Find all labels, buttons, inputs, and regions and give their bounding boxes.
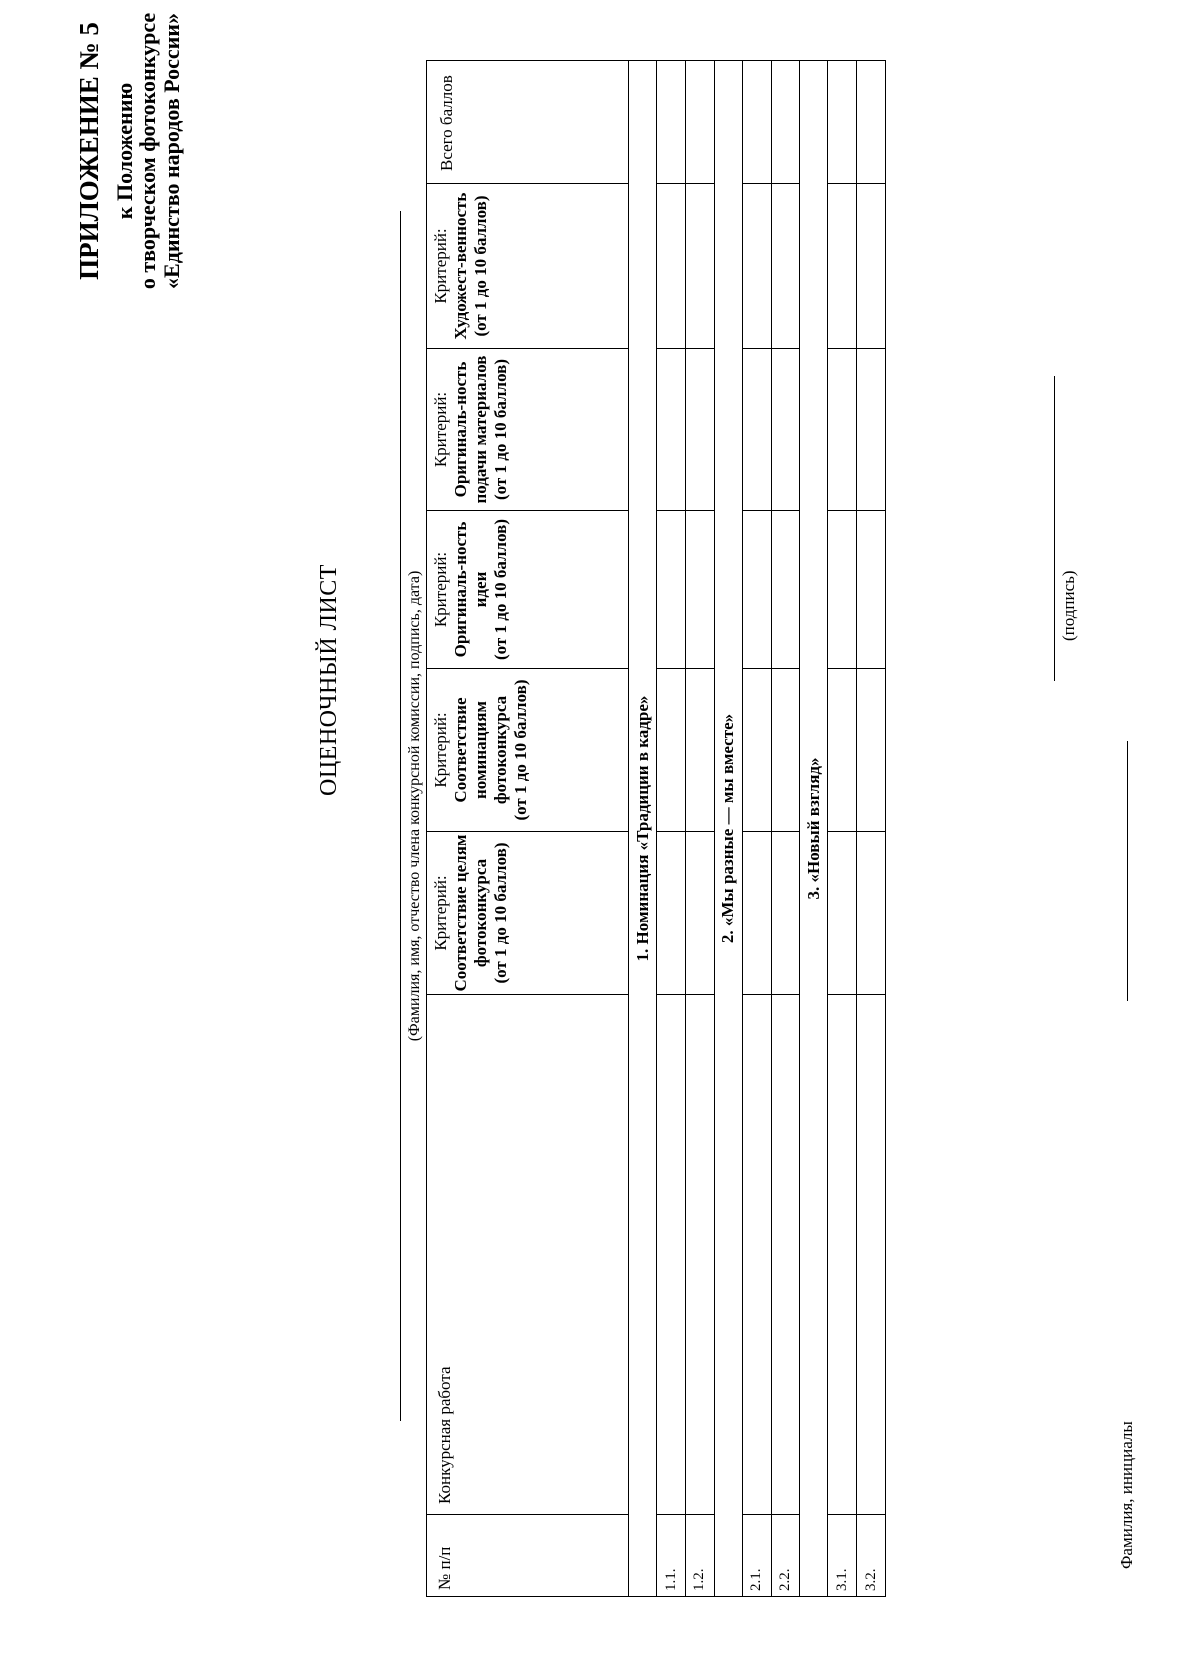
- header-criterion: [427, 184, 629, 349]
- table-cell: [771, 349, 800, 511]
- criterion-label: Критерий:: [431, 391, 450, 468]
- criterion-name: Оригиналь-ность идеи: [451, 521, 491, 658]
- table-cell: [742, 995, 771, 1515]
- table-cell: [742, 61, 771, 184]
- table-cell: [857, 349, 886, 511]
- row-number: 2.2.: [771, 1515, 800, 1597]
- header-criterion: [427, 349, 629, 511]
- table-cell: [742, 511, 771, 669]
- table-cell: [657, 511, 686, 669]
- table-row: [686, 61, 715, 1597]
- table-cell: [686, 349, 715, 511]
- table-cell: [857, 511, 886, 669]
- table-cell: [828, 511, 857, 669]
- header-total: Всего баллов: [427, 61, 629, 184]
- criterion-range: (от 1 до 10 баллов): [511, 679, 531, 821]
- table-cell: [657, 349, 686, 511]
- table-row: [857, 61, 886, 1597]
- table-cell: [657, 184, 686, 349]
- criterion-range: (от 1 до 10 баллов): [491, 358, 511, 501]
- appendix-header: [75, 1, 183, 301]
- document-title: ОЦЕНОЧНЫЙ ЛИСТ: [316, 564, 342, 796]
- criterion-name: Соответствие целям фотоконкурса: [451, 834, 491, 992]
- appendix-line: о творческом фотоконкурсе: [135, 12, 161, 290]
- header-criterion: [427, 832, 629, 995]
- table-cell: [857, 995, 886, 1515]
- table-cell: [771, 995, 800, 1515]
- table-cell: [742, 349, 771, 511]
- table-cell: [857, 669, 886, 832]
- table-cell: [657, 669, 686, 832]
- criterion-range: (от 1 до 10 баллов): [491, 842, 511, 984]
- criterion-label: Критерий:: [431, 875, 450, 951]
- table-cell: [828, 832, 857, 995]
- score-table: [426, 60, 886, 1597]
- header-criterion: [427, 511, 629, 669]
- table-cell: [742, 669, 771, 832]
- table-cell: [828, 995, 857, 1515]
- section-title: 2. «Мы разные — мы вместе»: [714, 61, 742, 1597]
- table-cell: [857, 832, 886, 995]
- member-caption: (Фамилия, имя, отчество члена конкурсной комиссии, подпись, дата): [406, 570, 423, 1042]
- row-number: 1.2.: [686, 1515, 715, 1597]
- row-number: 3.2.: [857, 1515, 886, 1597]
- table-cell: [857, 61, 886, 184]
- section-row: [800, 61, 828, 1597]
- table-cell: [771, 669, 800, 832]
- table-cell: [771, 832, 800, 995]
- criterion-name: Оригиналь-ность подачи материалов: [451, 355, 491, 504]
- table-cell: [857, 184, 886, 349]
- signature-fill-line: [1054, 376, 1055, 681]
- table-cell: [828, 669, 857, 832]
- appendix-line: к Положению: [112, 82, 138, 220]
- criterion-range: (от 1 до 10 баллов): [471, 195, 491, 337]
- table-row: [771, 61, 800, 1597]
- row-number: 1.1.: [657, 1515, 686, 1597]
- criterion-label: Критерий:: [431, 228, 450, 304]
- table-cell: [686, 669, 715, 832]
- signature-caption: (подпись): [1059, 570, 1078, 641]
- criterion-label: Критерий:: [431, 551, 450, 628]
- section-title: 1. Номинация «Традиции в кадре»: [629, 61, 657, 1597]
- table-cell: [657, 995, 686, 1515]
- header-num: № п/п: [427, 1515, 629, 1597]
- table-cell: [686, 832, 715, 995]
- signer-caption: Фамилия, инициалы: [1117, 1421, 1136, 1569]
- table-cell: [828, 349, 857, 511]
- section-row: [714, 61, 742, 1597]
- table-cell: [686, 511, 715, 669]
- table-row: [657, 61, 686, 1597]
- section-title: 3. «Новый взгляд»: [800, 61, 828, 1597]
- criterion-name: Соответствие номинациям фотоконкурса: [451, 695, 511, 805]
- table-header-row: [427, 61, 629, 1597]
- header-work: Конкурсная работа: [427, 995, 629, 1515]
- row-number: 2.1.: [742, 1515, 771, 1597]
- table-cell: [771, 184, 800, 349]
- header-criterion: [427, 669, 629, 832]
- table-cell: [657, 832, 686, 995]
- table-cell: [686, 184, 715, 349]
- table-cell: [742, 832, 771, 995]
- table-cell: [771, 511, 800, 669]
- appendix-title: ПРИЛОЖЕНИЕ № 5: [74, 22, 104, 280]
- signer-fill-line: [1127, 741, 1128, 1001]
- criterion-range: (от 1 до 10 баллов): [491, 518, 511, 661]
- table-row: [742, 61, 771, 1597]
- criterion-label: Критерий:: [431, 712, 450, 788]
- table-cell: [828, 61, 857, 184]
- table-cell: [742, 184, 771, 349]
- section-row: [629, 61, 657, 1597]
- table-cell: [771, 61, 800, 184]
- row-number: 3.1.: [828, 1515, 857, 1597]
- member-fill-line: [400, 211, 401, 1421]
- table-cell: [828, 184, 857, 349]
- criterion-name: Художест-венность: [451, 192, 471, 340]
- table-cell: [686, 995, 715, 1515]
- appendix-line: «Единство народов России»: [158, 13, 184, 289]
- table-cell: [657, 61, 686, 184]
- table-row: [828, 61, 857, 1597]
- table-cell: [686, 61, 715, 184]
